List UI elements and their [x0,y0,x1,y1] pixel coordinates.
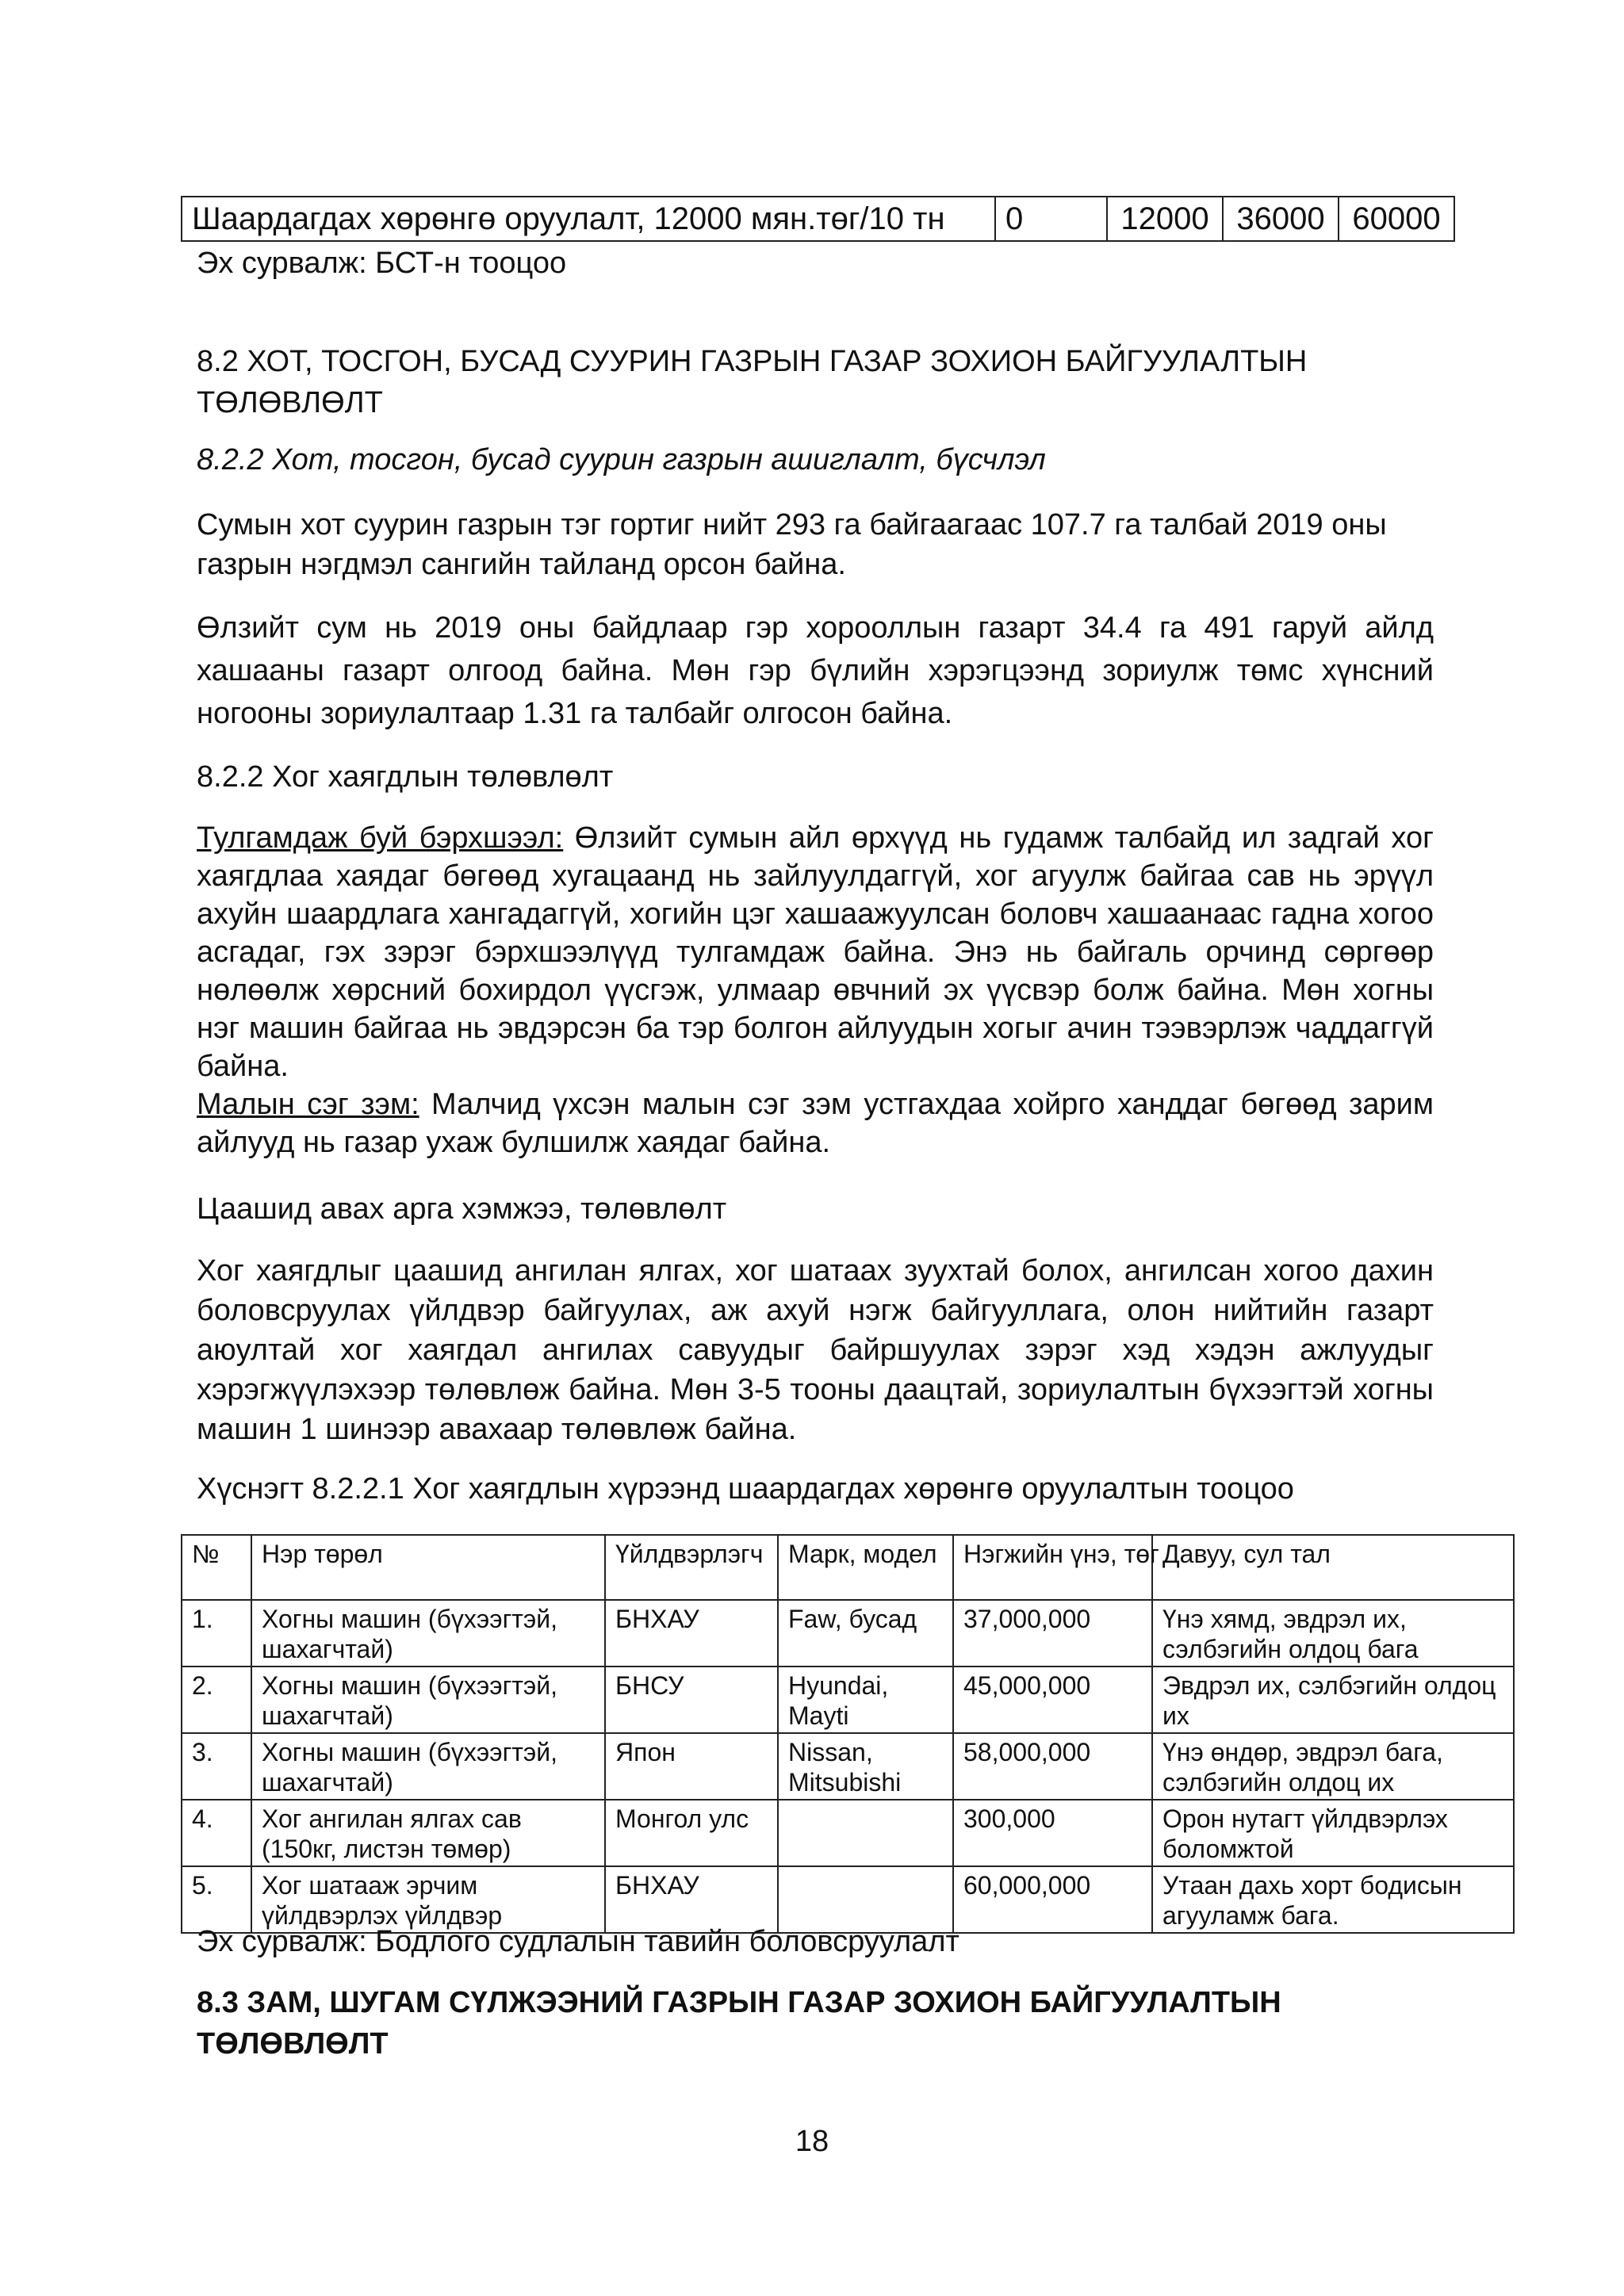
table-cell: Орон нутагт үйлдвэрлэх боломжтой [1152,1800,1514,1866]
paragraph-land-use: Сумын хот суурин газрын тэг гортиг нийт 293 га байгаагаас 107.7 га талбай 2019 оны газрын нэгдмэл сангийн тайланд орсон байна. [197,508,1387,581]
table-cell: БНХАУ [605,1600,778,1667]
investment-summary-table [181,196,1455,242]
investment-value-cell: 60000 [1339,197,1454,241]
subsection-8-2-2-heading: 8.2.2 Хот, тосгон, бусад суурин газрын ашиглалт, бүсчлэл [197,443,1046,476]
column-header: Марк, модел [778,1535,953,1600]
table-row [182,1667,1514,1733]
table-row [182,197,1454,241]
table-cell: Хог ангилан ялгах сав (150кг, листэн төмөр) [251,1800,605,1866]
table-cell: Хогны машин (бүхээгтэй, шахагчтай) [251,1733,605,1800]
table-cell: Хогны машин (бүхээгтэй, шахагчтай) [251,1667,605,1733]
table-cell: 1. [182,1600,251,1667]
table-cell: Хогны машин (бүхээгтэй, шахагчтай) [251,1600,605,1667]
table-cell: 2. [182,1667,251,1733]
table-caption: Хүснэгт 8.2.2.1 Хог хаягдлын хүрээнд шаардагдах хөрөнгө оруулалтын тооцоо [197,1472,1294,1506]
paragraph-measures: Хог хаягдлыг цаашид ангилан ялгах, хог шатаах зуухтай болох, ангилсан хогоо дахин боловсруулах үйлдвэр байгуулах, аж ахуй нэгж байгууллага, олон нийтийн газарт аюултай хог хаягдал ангилах савуудыг байршуулах зэрэг хэд хэдэн ажлуудыг хэрэгжүүлэхээр төлөвлөж байна. Мөн 3-5 тооны даацтай, зориулалтын бүхээгтэй хогны машин 1 шинээр авахаар төлөвлөж байна. [197,1254,1434,1446]
table-row [182,1733,1514,1800]
table-cell: Утаан дахь хорт бодисын агууламж бага. [1152,1866,1514,1933]
table-cell: 58,000,000 [953,1733,1152,1800]
table-cell: Hyundai, Mayti [778,1667,953,1733]
table-cell: Монгол улс [605,1800,778,1866]
table-cell: 37,000,000 [953,1600,1152,1667]
livestock-label: Малын сэг зэм: [197,1088,419,1121]
table-cell: Faw, бусад [778,1600,953,1667]
page-number: 18 [795,2125,829,2158]
table-row [182,1800,1514,1866]
table-cell: Хог шатааж эрчим үйлдвэрлэх үйлдвэр [251,1866,605,1933]
waste-investment-table [181,1534,1515,1934]
problem-text: Өлзийт сумын айл өрхүүд нь гудамж талбайд ил задгай хог хаягдлаа хаядаг бөгөөд хугацаанд нь зайлуулдаггүй, хог агуулж байгаа сав нь эрүүл ахуйн шаардлага хангадаггүй, хогийн цэг хашаажуулсан боловч хашаанаас гадна хогоо асгадаг, гэх зэрэг бэрхшээлүүд тулгамдаж байна. Энэ нь байгаль орчинд сөргөөр нөлөөлж хөрсний бохирдол үүсгэж, улмаар өвчний эх үүсвэр болж байна. Мөн хогны нэг машин байгаа нь эвдэрсэн ба тэр болгон айлуудын хогыг ачин тээвэрлэж чаддаггүй байна. [197,821,1434,1083]
table-cell: 4. [182,1800,251,1866]
table-header-row [182,1535,1514,1600]
table-cell [778,1800,953,1866]
section-8-3-heading: 8.3 ЗАМ, ШУГАМ СҮЛЖЭЭНИЙ ГАЗРЫН ГАЗАР ЗОХИОН БАЙГУУЛАЛТЫН ТӨЛӨВЛӨЛТ [197,1986,1281,2061]
paragraph-ger-district: Өлзийт сум нь 2019 оны байдлаар гэр хорооллын газарт 34.4 га 491 гаруй айлд хашааны газарт олгоод байна. Мөн гэр бүлийн хэрэгцээнд зориулж төмс хүнсний ногооны зориулалтаар 1.31 га талбайг олгосон байна. [197,611,1434,730]
table-cell: Үнэ хямд, эвдрэл их, сэлбэгийн олдоц бага [1152,1600,1514,1667]
table-cell: Nissan, Mitsubishi [778,1733,953,1800]
column-header: Давуу, сул тал [1152,1535,1514,1600]
table-cell: Япон [605,1733,778,1800]
section-8-2-heading: 8.2 ХОТ, ТОСГОН, БУСАД СУУРИН ГАЗРЫН ГАЗАР ЗОХИОН БАЙГУУЛАЛТЫН ТӨЛӨВЛӨЛТ [197,345,1308,419]
livestock-text: Малчид үхсэн малын сэг зэм устгахдаа хойрго ханддаг бөгөөд зарим айлууд нь газар ухаж булшилж хаядаг байна. [197,1088,1434,1159]
investment-label-cell: Шаардагдах хөрөнгө оруулалт, 12000 мян.төг/10 тн [182,197,995,241]
column-header: № [182,1535,251,1600]
investment-value-cell: 12000 [1107,197,1223,241]
column-header: Үйлдвэрлэгч [605,1535,778,1600]
table-cell: 5. [182,1866,251,1933]
column-header: Нэгжийн үнэ, төг [953,1535,1152,1600]
table-cell: БНСУ [605,1667,778,1733]
measures-heading: Цаашид авах арга хэмжээ, төлөвлөлт [197,1192,727,1226]
source-note-top: Эх сурвалж: БСТ-н тооцоо [197,247,567,280]
investment-value-cell: 0 [995,197,1107,241]
waste-planning-heading: 8.2.2 Хог хаягдлын төлөвлөлт [197,760,614,794]
table-cell: 300,000 [953,1800,1152,1866]
table-cell: 3. [182,1733,251,1800]
column-header: Нэр төрөл [251,1535,605,1600]
table-cell: Үнэ өндөр, эвдрэл бага, сэлбэгийн олдоц их [1152,1733,1514,1800]
table-cell: 60,000,000 [953,1866,1152,1933]
investment-value-cell: 36000 [1223,197,1339,241]
table-cell: БНХАУ [605,1866,778,1933]
table-cell: Эвдрэл их, сэлбэгийн олдоц их [1152,1667,1514,1733]
table-row [182,1600,1514,1667]
paragraph-waste-problems [197,819,1434,1161]
table-cell: 45,000,000 [953,1667,1152,1733]
problem-label: Тулгамдаж буй бэрхшээл: [197,821,564,855]
source-note-bottom: Эх сурвалж: Бодлого судлалын тавийн боловсруулалт [197,1925,959,1958]
